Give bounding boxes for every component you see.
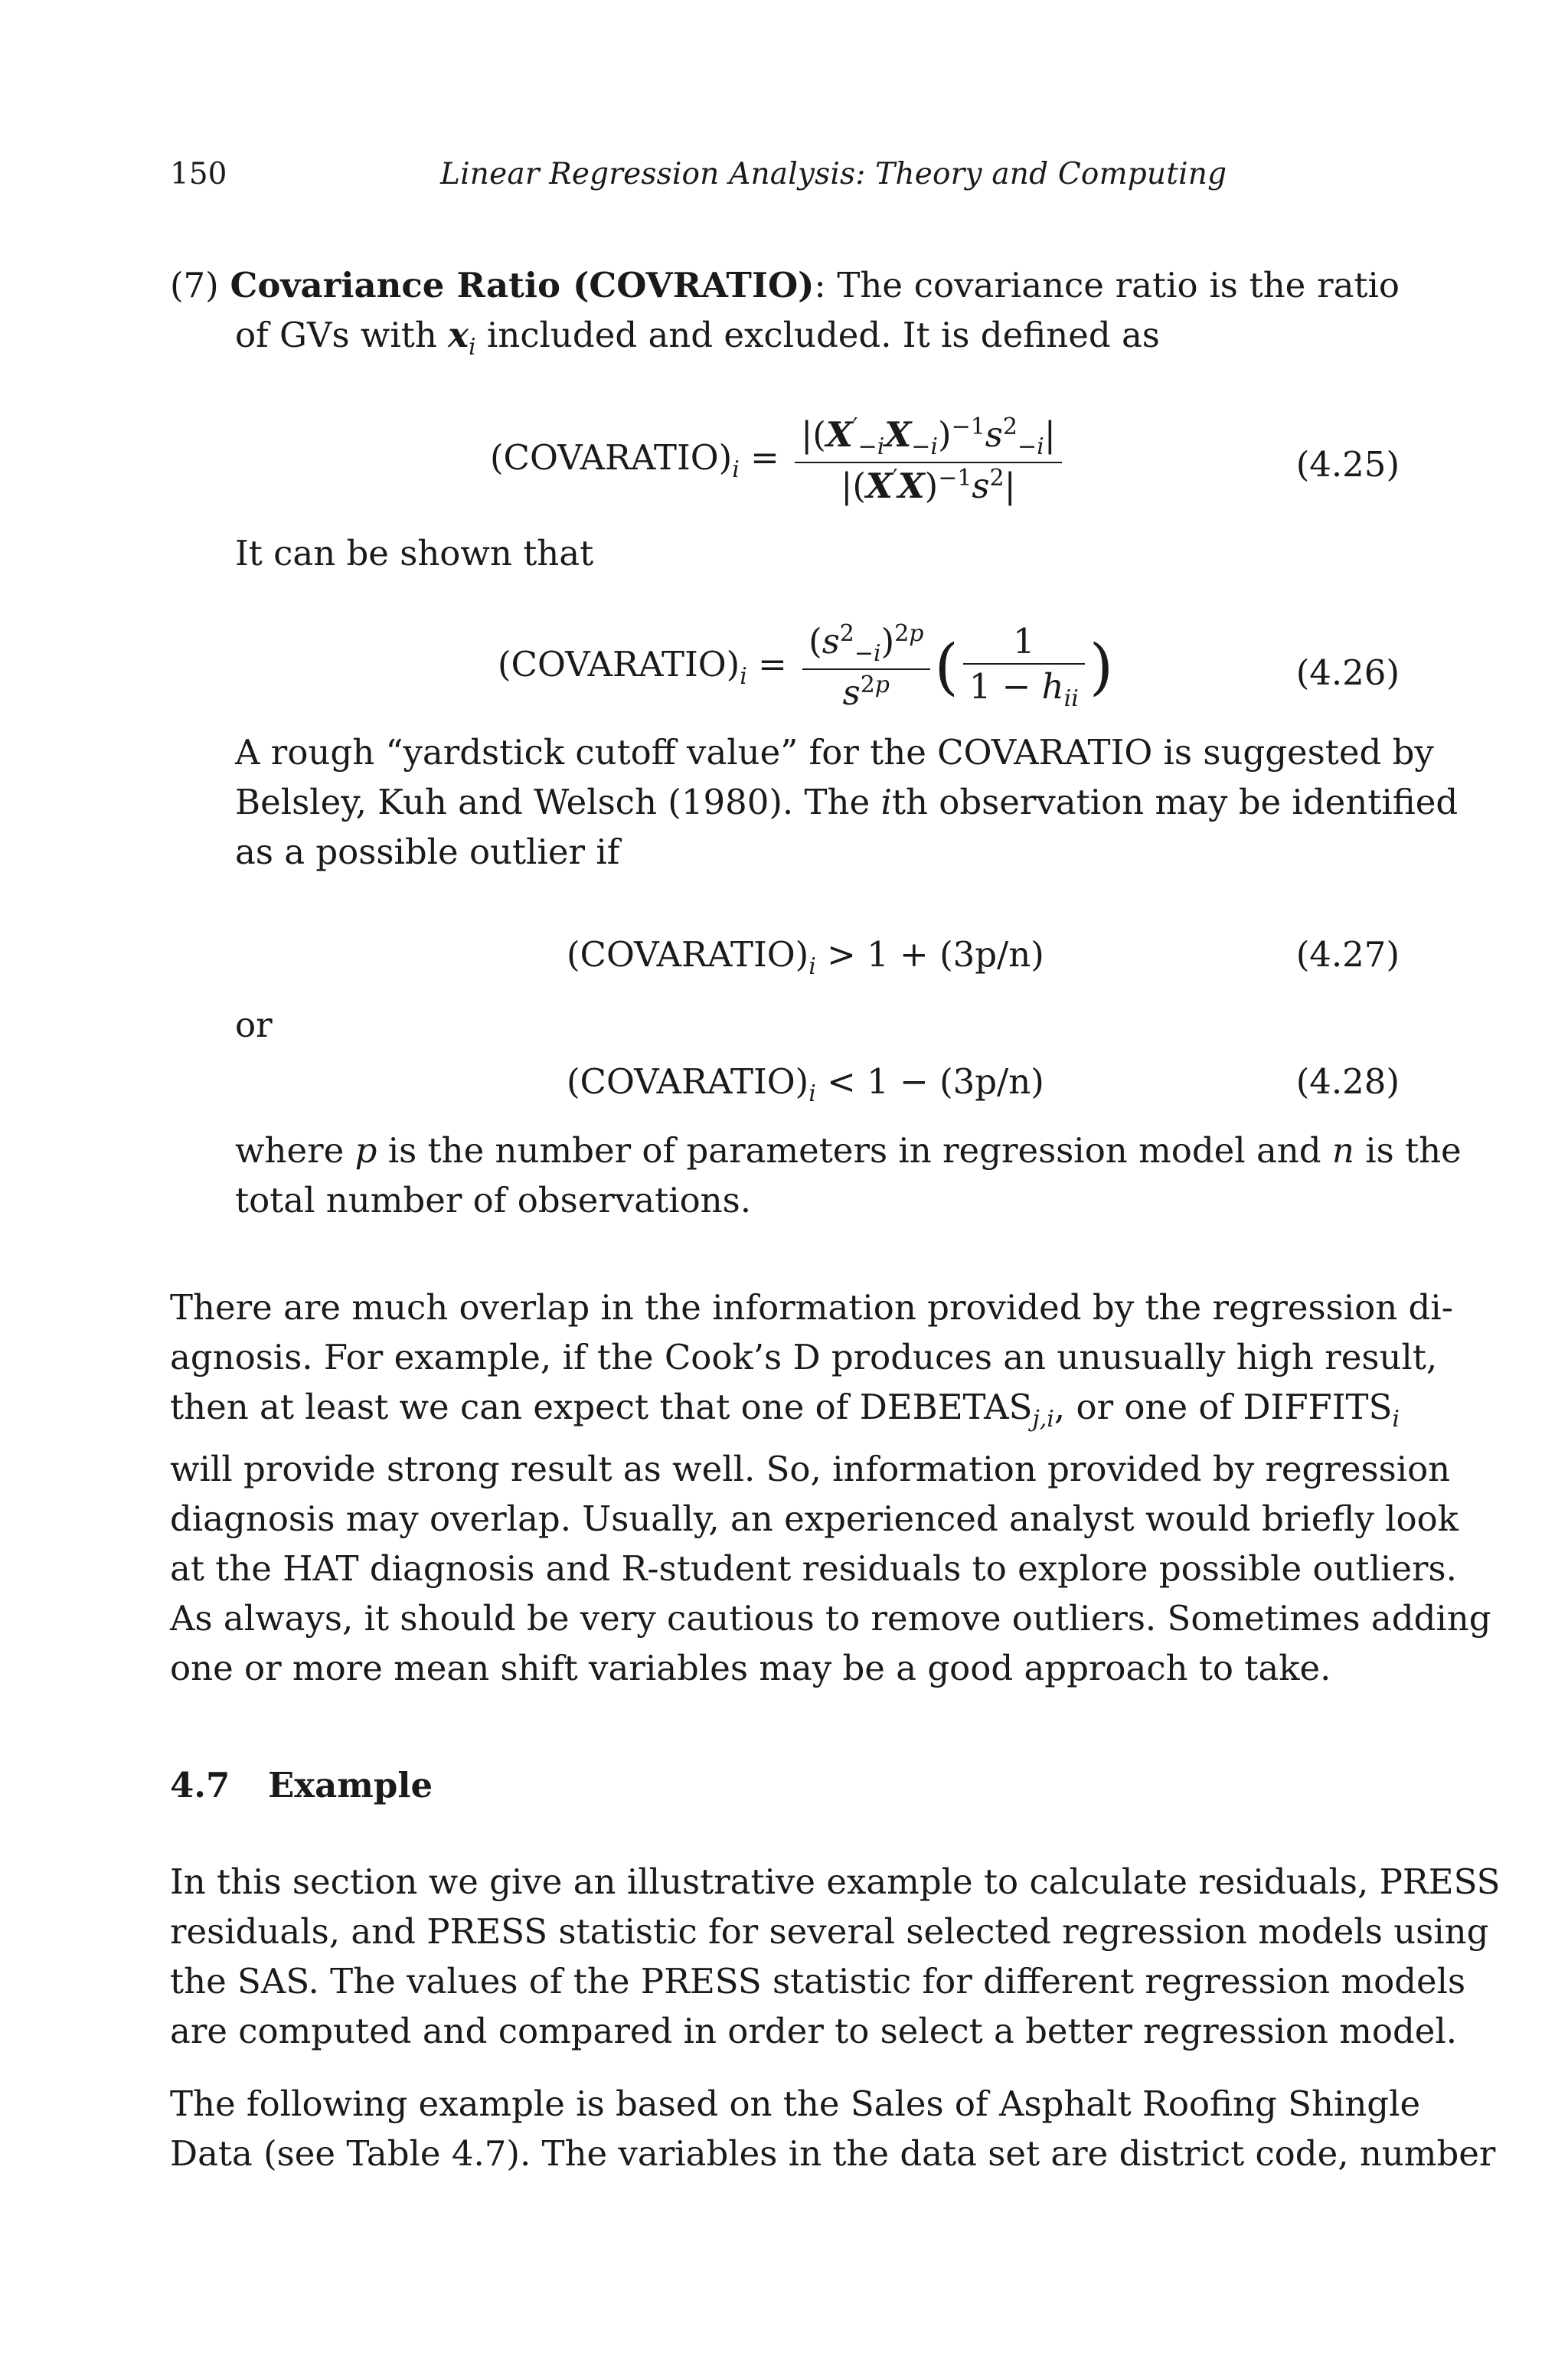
item-var-sub: i [469,334,476,361]
item-covratio-line2 [235,310,1400,372]
overlap-line6: at the HAT diagnosis and R-student residuals to explore possible outliers. [170,1548,1457,1589]
section-number: 4.7 [170,1765,230,1806]
overlap-line3b: , or one of DIFFITS [1054,1387,1393,1427]
page-number: 150 [170,157,227,191]
data-line1: The following example is based on the Sales of Asphalt Roofing Shingle [170,2083,1421,2124]
yardstick-line2: Belsley, Kuh and Welsch (1980). The [235,782,871,822]
overlap-line5: diagnosis may overlap. Usually, an experienced analyst would briefly look [170,1498,1459,1539]
eq427-sub: i [808,953,816,980]
overlap-line8: one or more mean shift variables may be a good approach to take. [170,1648,1331,1688]
example-line2: residuals, and PRESS statistic for several selected regression models using [170,1911,1489,1952]
where-line1c: is the [1365,1130,1462,1171]
data-line2: Data (see Table 4.7). The variables in the data set are district code, number [170,2133,1496,2174]
eq-number-4-26: (4.26) [1295,652,1400,693]
item-line2: of GVs with [235,315,437,355]
running-title: Linear Regression Analysis: Theory and Computing [440,157,1227,191]
yardstick-line1: A rough “yardstick cutoff value” for the COVARATIO is suggested by [235,732,1434,773]
example-line3: the SAS. The values of the PRESS statistic for different regression models [170,1961,1466,2002]
eq426-fraction2: $\frac{1}{1 - h_{ii}}$ [963,621,1085,712]
item-term: Covariance Ratio (COVRATIO) [230,265,815,306]
yardstick-line3: as a possible outlier if [235,832,620,872]
section-title: Example [268,1765,433,1806]
eq428-lhs: (COVARATIO) [567,1061,809,1102]
shown-text: It can be shown that [235,533,594,574]
eq426-lhs: (COVARATIO) [498,643,740,685]
eq428-sub: i [808,1080,816,1107]
overlap-line3a: then at least we can expect that one of DEBETAS [170,1387,1033,1427]
item-var-x: x [448,315,469,355]
item-label: (7) [170,265,219,306]
equation-4-28 [567,1061,1044,1107]
where-paragraph [235,1126,1462,1225]
equation-4-27 [567,934,1044,980]
item-line2-rest: included and excluded. It is defined as [486,315,1160,355]
eq427-rhs: > 1 + (3p/n) [827,934,1044,975]
overlap-paragraph [170,1283,1491,1693]
example-line1: In this section we give an illustrative example to calculate residuals, PRESS [170,1861,1501,1902]
eq427-lhs: (COVARATIO) [567,934,809,975]
example-paragraph [170,1857,1501,2056]
eq-number-4-27: (4.27) [1295,934,1400,975]
overlap-line4: will provide strong result as well. So, information provided by regression [170,1449,1451,1489]
eq426-fraction1: $\frac{(s^2_{-i})^{2p}}{s^{2p}}$ [802,620,929,713]
eq425-sub: i [732,456,740,483]
item-covratio [170,260,1400,310]
yardstick-var-i: i [880,782,892,822]
eq-number-4-28: (4.28) [1295,1061,1400,1102]
where-line2: total number of observations. [235,1180,752,1221]
where-var-p: p [354,1130,377,1171]
yardstick-paragraph [235,727,1459,877]
overlap-sub-i: i [1392,1406,1400,1433]
yardstick-line2-rest: th observation may be identified [891,782,1459,822]
eq426-sub: i [740,662,747,690]
eq428-rhs: < 1 − (3p/n) [827,1061,1044,1102]
item-line1-rest: : The covariance ratio is the ratio [814,265,1400,306]
data-paragraph [170,2079,1496,2178]
where-word: where [235,1130,345,1171]
overlap-sub-ji: j,i [1032,1406,1054,1433]
eq425-fraction: $\frac{|(X'_{-i}X_{-i})^{-1}s^2_{-i}|}{|(X'X)^{-1}s^2|}$ [795,413,1062,506]
equation-4-25: $(COVARATIO)_i$ = $\frac{|(X'_{-i}X_{-i})^{-1}s^2_{-i}|}{|(X'X)^{-1}s^2|}$ [490,413,1067,506]
eq-number-4-25: (4.25) [1295,444,1400,485]
overlap-line2: agnosis. For example, if the Cook’s D produces an unusually high result, [170,1337,1438,1377]
overlap-line1: There are much overlap in the information provided by the regression di- [170,1287,1453,1328]
where-var-n: n [1331,1130,1354,1171]
where-line1b: is the number of parameters in regression model and [387,1130,1321,1171]
example-line4: are computed and compared in order to select a better regression model. [170,2011,1458,2051]
or-text: or [235,1005,273,1045]
overlap-line7: As always, it should be very cautious to remove outliers. Sometimes adding [170,1598,1491,1639]
equation-4-26: $(COVARATIO)_i$ = $\frac{(s^2_{-i})^{2p}}{s^{2p}}$ ( $\frac{1}{1 - h_{ii}}$ ) [498,620,1114,713]
eq425-lhs: (COVARATIO) [490,436,733,478]
